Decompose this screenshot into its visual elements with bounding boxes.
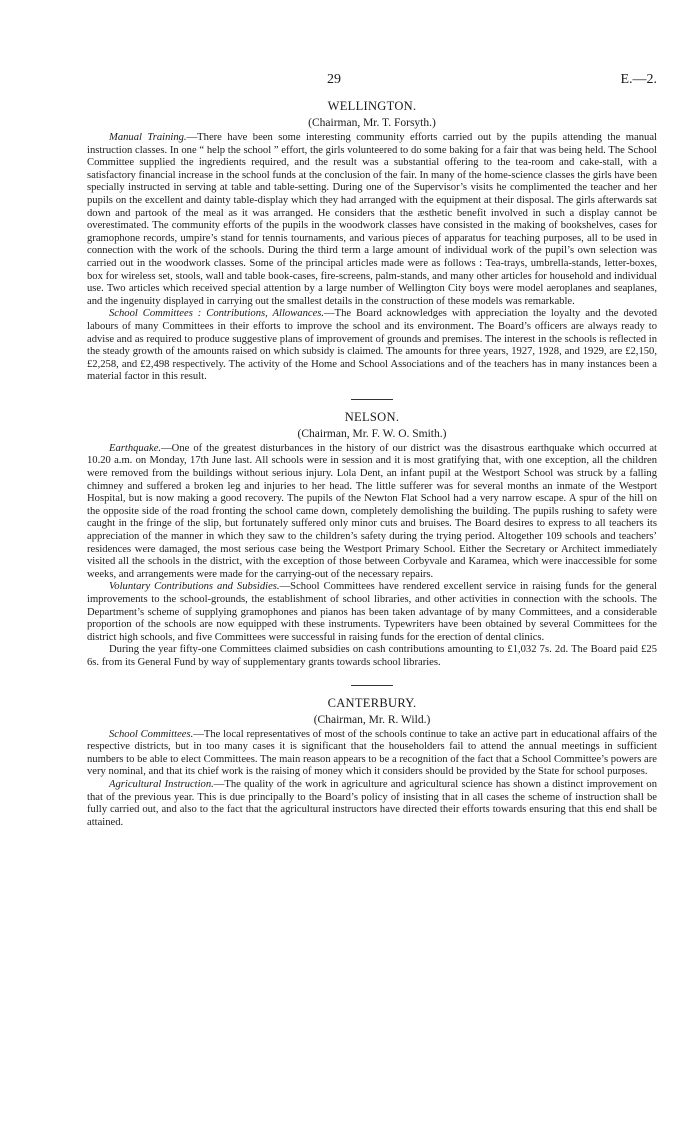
- page-number: 29: [327, 72, 341, 87]
- paragraph-subsidies: [87, 644, 657, 669]
- chairman-line: (Chairman, Mr. R. Wild.): [313, 713, 431, 726]
- document-reference: E.—2.: [620, 72, 657, 87]
- paragraph-text: —The local representatives of most of the schools continue to take an active part in educational affairs of the respective districts, but in too many cases it is significant that the householders fail to attend the annual meetings in sufficient numbers to be able to elect Committees. The main reason appears to be a recognition of the fact that a School Committee’s powers are very nominal, and that its chief work is the raising of money which it considers should be provided by the State for school purposes.: [87, 728, 657, 778]
- paragraph-heading: Manual Training.: [109, 132, 187, 143]
- paragraph-text: —School Committees have rendered excellent service in raising funds for the general improvements to the school-grounds, the establishment of school libraries, and other activities in connection with the schools. The Department’s scheme of supplying gramophones and pianos has been taken advantage of by many Committees, and a considerable proportion of the schools are now equipped with these instruments. Typewriters have been obtained by several Committees for the district high schools, and five Committees were successful in raising funds for the erection of dental clinics.: [87, 581, 657, 643]
- section-title: CANTERBURY.: [327, 695, 417, 710]
- section-title: WELLINGTON.: [327, 99, 417, 113]
- paragraph-text: During the year fifty-one Committees claimed subsidies on cash contributions amounting to £1,032 7s. 2d. The Board paid £25 6s. from its General Fund by way of supplementary grants towards school libraries.: [87, 644, 657, 668]
- chairman-line: (Chairman, Mr. T. Forsyth.): [308, 117, 436, 129]
- section-canterbury: [87, 696, 657, 830]
- paragraph-text: —The Board acknowledges with appreciation the loyalty and the devoted labours of many Committees in their efforts to improve the school and its environment. The Board’s officers are always ready to advise and as required to produce suggestive plans of improvement of grounds and premises. The interest in the schools is reflected in the steady growth of the amounts raised on which subsidy is claimed. The amounts for three years, 1927, 1928, and 1929, are £2,150, £2,258, and £2,498 respectively. The activity of the Home and School Associations and of the teachers has in many instances been a material factor in this result.: [87, 308, 657, 383]
- section-wellington: [87, 99, 657, 384]
- paragraph-school-committees: [87, 729, 657, 779]
- document-page: [87, 72, 657, 829]
- paragraph-heading: Voluntary Contributions and Subsidies.: [109, 581, 280, 593]
- paragraph-text: —One of the greatest disturbances in the history of our district was the disastrous earthquake which occurred at 10.20 a.m. on Monday, 17th June last. All schools were in session and it is most gratifying that, with one exception, all the children were removed from the buildings without serious injury. Lola Dent, an infant pupil at the Westport School was struck by a falling chimney and suffered a broken leg and injuries to her head. The little sufferer was for several months an inmate of the Westport Hospital, but is now making a good recovery. The pupils of the Newton Flat School had a very narrow escape. A spur of the hill on the opposite side of the road fronting the school came down, completely demolishing the building. The pupils rushing to safety were caught in the fringe of the slip, but fortunately suffered only minor cuts and bruises. The Board desires to express to all teachers its appreciation of the manner in which they saw to the children’s safety during the trying period. Altogether 109 schools and teachers’ residences were damaged, the most serious case being the Westport Primary School. Either the Secretary or Architect immediately visited all the schools in the district, with the exception of those between Corbyvale and Karamea, which were inaccessible for some weeks, and arrangements were made for the carrying-out of the necessary repairs.: [87, 442, 657, 580]
- paragraph-voluntary-contributions: [87, 581, 657, 644]
- paragraph-heading: Agricultural Instruction.: [109, 778, 214, 790]
- page-header: [87, 72, 657, 94]
- paragraph-manual-training: [87, 132, 657, 308]
- paragraph-school-committees: [87, 308, 657, 384]
- paragraph-text: —There have been some interesting community efforts carried out by the pupils attending the manual instruction classes. In one “ help the school ” effort, the girls volunteered to do some baking for a fair that was being held. The School Committee supplied the ingredients required, and the result was a substantial offering to the tea-room and cake-stall, with a satisfactory financial increase in the school funds at the conclusion of the fair. In many of the home-science classes the girls have been specially instructed in serving at table and table-setting. During one of the Supervisor’s visits he complimented the teacher and her pupils on the excellent and dainty table-display which they had arranged with the equipment at their disposal. The girls afterwards sat down and partook of the meal as it was arranged. He considers that the æsthetic benefit involved in such a display cannot be overestimated. The community efforts of the pupils in the woodwork classes have consisted in the making of bookshelves, cases for gramophone records, umpire’s stand for tennis tournaments, and various pieces of apparatus for teaching purposes, all to be used in connection with the work of the schools. During the third term a large amount of individual work of the pupil’s own selection was carried out in the woodwork classes. Some of the principal articles made were as follows : Tea-trays, umbrella-stands, letter-boxes, box for wireless set, stools, wall and table book-cases, fire-screens, palm-stands, and many other articles for household and individual use. Two articles which received special attention by a large number of Wellington City boys were model aeroplanes and seaplanes, and the ingenuity displayed in carrying out the smallest details in the construction of these models was remarkable.: [87, 132, 657, 307]
- section-divider: [351, 685, 393, 686]
- paragraph-heading: School Committees.: [109, 728, 194, 740]
- paragraph-agricultural-instruction: [87, 779, 657, 829]
- paragraph-earthquake: [87, 443, 657, 582]
- paragraph-text: —The quality of the work in agriculture and agricultural science has shown a distinct improvement on that of the previous year. This is due principally to the Board’s policy of insisting that in all cases the scheme of instruction shall be fully carried out, and also to the fact that the agricultural instructors have directed their efforts towards ensuring that this end shall be attained.: [87, 778, 657, 828]
- section-divider: [351, 399, 393, 400]
- paragraph-heading: School Committees : Contributions, Allowances.: [109, 308, 325, 320]
- section-title: NELSON.: [344, 409, 400, 424]
- paragraph-heading: Earthquake.: [109, 442, 162, 454]
- chairman-line: (Chairman, Mr. F. W. O. Smith.): [297, 427, 447, 440]
- section-nelson: [87, 410, 657, 670]
